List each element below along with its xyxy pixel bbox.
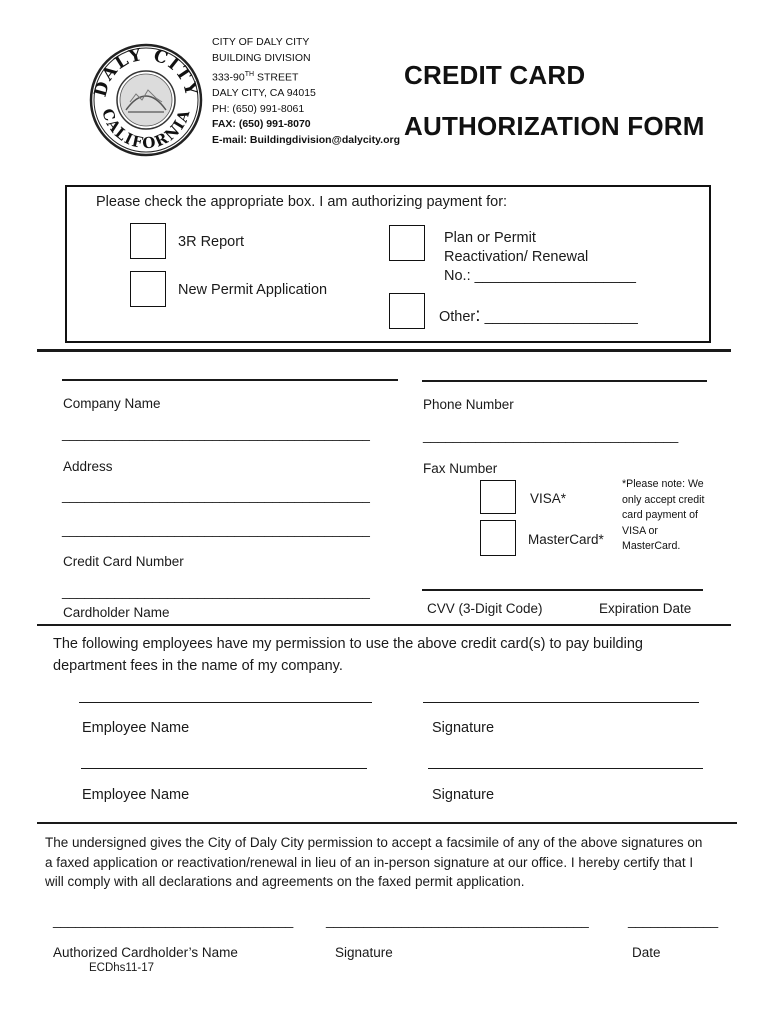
signature-2-line[interactable]	[428, 768, 703, 769]
payment-prompt: Please check the appropriate box. I am authorizing payment for:	[96, 194, 508, 210]
address-city-zip: DALY CITY, CA 94015	[212, 86, 316, 99]
address-fax: FAX: (650) 991-8070	[212, 118, 311, 131]
label-signature-1: Signature	[432, 720, 495, 736]
label-employee-name-2: Employee Name	[82, 787, 190, 803]
label-phone-number: Phone Number	[423, 397, 514, 412]
checkbox-3r-report[interactable]	[130, 223, 166, 259]
label-credit-card-number: Credit Card Number	[63, 554, 184, 569]
employee-name-1-line[interactable]	[79, 702, 372, 703]
address-block	[212, 35, 400, 149]
section-divider-2	[37, 624, 731, 626]
checkbox-mastercard[interactable]	[480, 520, 516, 556]
label-authorized-cardholder-name: Authorized Cardholder’s Name	[53, 945, 238, 960]
label-employee-name-1: Employee Name	[82, 720, 190, 736]
label-mastercard: MasterCard*	[528, 532, 604, 547]
permission-statement: The following employees have my permission to use the above credit card(s) to pay building department fees in the name of my company.	[53, 636, 643, 674]
section-divider	[37, 349, 731, 352]
label-visa: VISA*	[530, 491, 567, 506]
checkbox-other[interactable]	[389, 293, 425, 329]
fax-number-field[interactable]: __________________________________	[423, 428, 679, 443]
seal-top-text: DALY CITY	[90, 44, 202, 100]
label-fax-number: Fax Number	[423, 461, 498, 476]
label-other: Other: ___________________	[439, 305, 638, 326]
certification-statement: The undersigned gives the City of Daly City permission to accept a facsimile of any of the above signatures on a faxed application or reactivation/renewal in lieu of an in-person signature at our office. I hereby certify that I will comply with all declarations and agreements on the faxed permit application.	[45, 835, 703, 889]
phone-number-line[interactable]	[422, 380, 707, 382]
label-company-name: Company Name	[63, 396, 161, 411]
credit-card-number-field[interactable]: _________________________________________	[62, 522, 370, 537]
label-new-permit: New Permit Application	[178, 282, 328, 298]
form-code: ECDhs11-17	[89, 962, 154, 974]
address-street: 333-90TH STREET	[212, 70, 299, 84]
label-signature-2: Signature	[432, 787, 495, 803]
authorized-signature-field[interactable]: ___________________________________	[326, 913, 589, 928]
address-email: E-mail: Buildingdivision@dalycity.org	[212, 134, 400, 147]
label-3r-report: 3R Report	[178, 234, 245, 250]
seal-bottom-text: CALIFORNIA	[98, 106, 194, 153]
label-expiration-date: Expiration Date	[599, 601, 692, 616]
checkbox-visa[interactable]	[480, 480, 516, 514]
other-field[interactable]: ___________________	[484, 309, 638, 325]
address-field[interactable]: _________________________________________	[62, 426, 370, 441]
checkbox-new-permit[interactable]	[130, 271, 166, 307]
label-cvv: CVV (3-Digit Code)	[427, 601, 543, 616]
label-date: Date	[632, 945, 661, 960]
company-name-line[interactable]	[62, 379, 398, 381]
checkbox-plan-permit-reactivation[interactable]	[389, 225, 425, 261]
signature-1-line[interactable]	[423, 702, 699, 703]
section-divider-3	[37, 822, 737, 824]
address-division: BUILDING DIVISION	[212, 51, 311, 64]
form-title-line1: CREDIT CARD	[404, 60, 586, 90]
authorized-name-field[interactable]: ________________________________	[53, 913, 294, 928]
card-type-note: *Please note: We only accept credit card payment of VISA or MasterCard.	[622, 478, 705, 552]
daly-city-seal-logo	[88, 42, 204, 158]
label-address: Address	[63, 459, 113, 474]
cvv-expiration-line[interactable]	[422, 589, 703, 591]
cardholder-name-field[interactable]: _________________________________________	[62, 584, 370, 599]
employee-name-2-line[interactable]	[81, 768, 367, 769]
label-cardholder-name: Cardholder Name	[63, 605, 170, 620]
date-field[interactable]: ____________	[628, 913, 719, 928]
address-city: CITY OF DALY CITY	[212, 36, 310, 48]
form-title-line2: AUTHORIZATION FORM	[404, 111, 705, 141]
label-plan-permit-reactivation: Plan or Permit Reactivation/ Renewal No.: ____________________	[444, 230, 636, 284]
address-line-2-field[interactable]: _________________________________________	[62, 488, 370, 503]
address-phone: PH: (650) 991-8061	[212, 102, 305, 115]
label-authorized-signature: Signature	[335, 945, 393, 960]
permit-number-field[interactable]: No.: ____________________	[444, 268, 636, 284]
